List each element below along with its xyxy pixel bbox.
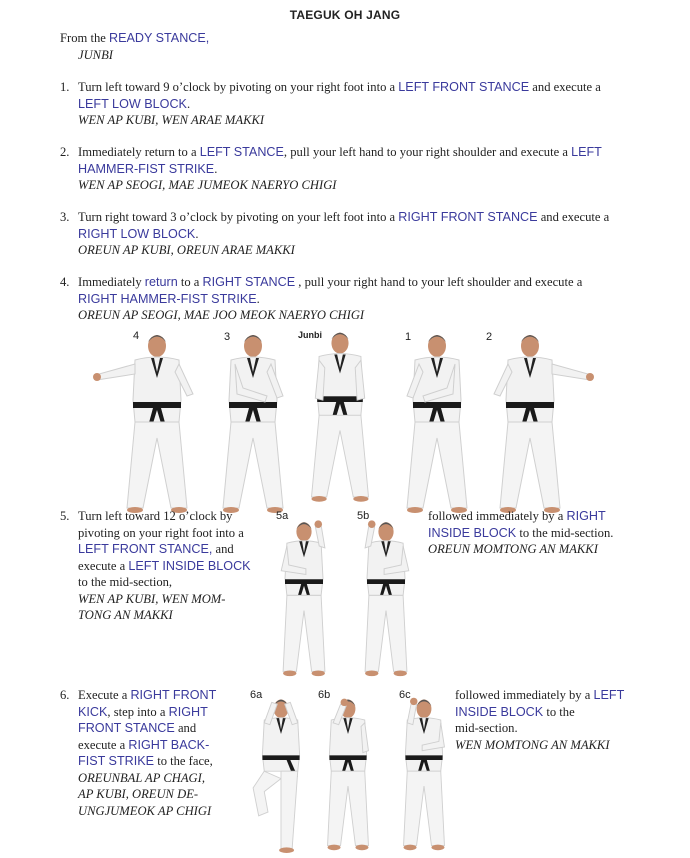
step-5-left: 5. Turn left toward 12 o’clock by pivoting on your right foot into a LEFT FRONT STANCE, and execute a LEFT INSIDE BLOCK to the mid-section, WEN AP KUBI, WEN MOM- TONG AN MAKKI bbox=[60, 509, 251, 622]
step4-technique-term: RIGHT HAMMER-FIST STRIKE bbox=[78, 291, 257, 306]
photo-label-junbi: Junbi bbox=[298, 330, 322, 340]
step5-technique-term: LEFT INSIDE BLOCK bbox=[128, 558, 251, 573]
step5-right-technique-term: INSIDE BLOCK bbox=[428, 525, 517, 540]
step-2: 2. Immediately return to a LEFT STANCE, pull your left hand to your right shoulder and execute a LEFT HAMMER-FIST STRIKE. WEN AP SEOGI, MAE JUMEOK NAERYO CHIGI bbox=[60, 145, 602, 192]
step1-korean: WEN AP KUBI, WEN ARAE MAKKI bbox=[78, 113, 265, 127]
step4-stance-term: RIGHT STANCE bbox=[202, 275, 296, 289]
photo-label-3: 3 bbox=[224, 331, 231, 343]
step1-stance-term: LEFT FRONT STANCE bbox=[398, 80, 530, 94]
photo-label-5a: 5a bbox=[276, 510, 289, 522]
step6-right-technique-term: INSIDE BLOCK bbox=[455, 704, 544, 719]
figure-photo-6a bbox=[245, 700, 315, 855]
photo-label-6a: 6a bbox=[250, 689, 263, 701]
photo-label-5b: 5b bbox=[357, 510, 370, 522]
step3-stance-term: RIGHT FRONT STANCE bbox=[398, 210, 538, 224]
step4-korean: OREUN AP SEOGI, MAE JOO MEOK NAERYO CHIGI bbox=[78, 308, 365, 322]
step-5-right: followed immediately by a RIGHT INSIDE BLOCK to the mid-section. OREUN MOMTONG AN MAKKI bbox=[428, 509, 614, 556]
step3-technique-term: RIGHT LOW BLOCK bbox=[78, 226, 196, 241]
figure-photo-junbi bbox=[300, 330, 380, 490]
intro-line: From the READY STANCE, bbox=[60, 31, 210, 45]
step5-korean-2: TONG AN MAKKI bbox=[78, 608, 173, 622]
step6-korean-2: AP KUBI, OREUN DE- bbox=[78, 787, 199, 801]
step-6-right: followed immediately by a LEFT INSIDE BLOCK to the mid-section. WEN MOMTONG AN MAKKI bbox=[455, 688, 625, 752]
step5-korean-1: WEN AP KUBI, WEN MOM- bbox=[78, 591, 226, 606]
step5-right-korean: OREUN MOMTONG AN MAKKI bbox=[428, 542, 598, 556]
step6-right-korean: WEN MOMTONG AN MAKKI bbox=[455, 737, 610, 752]
photo-label-2: 2 bbox=[486, 331, 493, 343]
photo-label-4: 4 bbox=[133, 330, 140, 342]
step5-stance-term: LEFT FRONT STANCE, bbox=[78, 542, 213, 556]
step6-korean-3: UNGJUMEOK AP CHIGI bbox=[78, 803, 212, 818]
photo-label-6b: 6b bbox=[318, 689, 331, 701]
page-title: TAEGUK OH JANG bbox=[289, 8, 401, 22]
step3-korean: OREUN AP KUBI, OREUN ARAE MAKKI bbox=[78, 243, 295, 257]
step2-technique-term: HAMMER-FIST STRIKE bbox=[78, 161, 215, 176]
step2-stance-term: LEFT STANCE bbox=[199, 145, 284, 159]
figure-photo-1 bbox=[385, 330, 485, 495]
step-3: 3. Turn right toward 3 o’clock by pivoting on your left foot into a RIGHT FRONT STANCE and execute a RIGHT LOW BLOCK. OREUN AP KUBI, OREUN ARAE MAKKI bbox=[60, 210, 610, 257]
figure-photo-4 bbox=[95, 330, 215, 495]
ready-stance-term: READY STANCE, bbox=[108, 31, 210, 45]
figure-photo-5b bbox=[350, 522, 420, 674]
step6-stance-term: FRONT STANCE bbox=[78, 721, 175, 735]
step1-technique-term: LEFT LOW BLOCK bbox=[78, 96, 187, 111]
step6-korean-1: OREUNBAL AP CHAGI, bbox=[78, 770, 205, 785]
step6-kick-term: RIGHT FRONT bbox=[130, 688, 217, 702]
intro-korean: JUNBI bbox=[78, 48, 113, 62]
step-1: 1. Turn left toward 9 o’clock by pivoting on your right foot into a LEFT FRONT STANCE and execute a LEFT LOW BLOCK. WEN AP KUBI, WEN ARAE MAKKI bbox=[60, 80, 601, 127]
figure-photo-6b bbox=[312, 700, 382, 855]
figure-photo-2 bbox=[475, 330, 595, 495]
step2-korean: WEN AP SEOGI, MAE JUMEOK NAERYO CHIGI bbox=[78, 178, 337, 192]
step6-strike-term: FIST STRIKE bbox=[78, 754, 155, 768]
step-6-left: 6. Execute a RIGHT FRONT KICK, step into a RIGHT FRONT STANCE and execute a RIGHT BACK- FIST STRIKE to the face, OREUNBAL AP CHAGI, AP KUBI, OREUN DE- UNGJUMEOK AP CHIGI bbox=[60, 688, 217, 818]
figure-photo-5a bbox=[270, 522, 340, 674]
photo-label-1: 1 bbox=[405, 331, 412, 343]
step-4: 4. Immediately return to a RIGHT STANCE , pull your right hand to your left shoulder and execute a RIGHT HAMMER-FIST STRIKE. OREUN AP SEOGI, MAE JOO MEOK NAERYO CHIGI bbox=[60, 275, 583, 322]
figure-photo-3 bbox=[205, 330, 305, 495]
figure-photo-6c bbox=[390, 700, 460, 855]
photo-label-6c: 6c bbox=[399, 689, 411, 701]
